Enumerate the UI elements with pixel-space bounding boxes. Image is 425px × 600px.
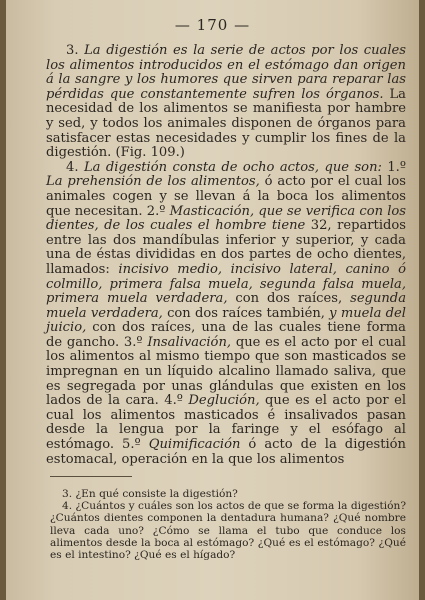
text-run: ó acto por el cual los animales cogen y se llevan á la boca los alimentos que necesitan. 2.º — [46, 174, 407, 219]
italic-run: Insalivación, — [147, 334, 232, 350]
question-4: 4. ¿Cuántos y cuáles son los actos de que se forma la digestión? ¿Cuántos dientes componen la dentadura humana? ¿Qué nombre lleva cada uno? ¿Cómo se llama el tubo que conduce los alimentos desde la boca al estómago? ¿Qué es el estómago? ¿Qué es el intestino? ¿Qué es el hígado? — [50, 500, 406, 562]
italic-run: Quimificación — [148, 437, 241, 453]
text-run: que es el acto por el cual los alimentos al mismo tiempo que son masticados se impregnan en un líquido alcalino llamado saliva, que es segregada por unas glándulas que existen en los lados de la cara. 4.º — [46, 334, 406, 409]
italic-run: La digestión consta de ocho actos, que son: — [83, 159, 382, 175]
page-number: — 170 — — [174, 16, 251, 34]
body-text — [46, 44, 406, 467]
question-3: 3. ¿En qué consiste la digestión? — [62, 488, 238, 500]
book-page — [6, 0, 419, 600]
italic-run: Masticación, que se verifica con los dientes, de los cuales el hombre tiene — [46, 203, 406, 234]
italic-run: La prehensión de los alimentos, — [46, 174, 260, 190]
paragraph-3 — [46, 44, 406, 161]
text-run: ó acto de la digestión estomacal, operación en la que los alimentos — [46, 437, 406, 467]
text-run: 1.º — [381, 159, 407, 175]
paragraph-number: 4. — [66, 159, 79, 175]
footnote-divider — [50, 476, 132, 477]
review-questions — [50, 488, 406, 561]
italic-run: Deglución, — [188, 393, 260, 409]
definition-italic: La digestión es la serie de actos por los cuales los alimentos introducidos en el estómago dan origen á la sangre y los humores que sirven para reparar las pérdidas que constantemente sufren los órganos. — [46, 43, 406, 102]
text-run: que es el acto por el cual los alimentos masticados é insalivados pasan desde la lengua por la faringe y el esófago al estómago. 5.º — [46, 393, 407, 453]
italic-run: incisivo medio, incisivo lateral, canino ó colmillo, primera falsa muela, segunda falsa muela, primera muela verdadera, — [46, 261, 406, 307]
text-run: con dos raíces, una de las cuales tiene forma de gancho. 3.º — [46, 320, 406, 350]
text-run: 32, repartidos entre las dos mandíbulas inferior y superior, y cada una de éstas divididas en dos partes de ocho dientes, llamados: — [46, 218, 406, 277]
paragraph-text: La necesidad de los alimentos se manifiesta por hambre y sed, y todos los animales disponen de órganos para satisfacer estas necesidades y cumplir los fines de la digestión. (Fig. 109.) — [46, 86, 406, 161]
paragraph-4 — [46, 161, 406, 467]
italic-run: y muela del juicio, — [46, 305, 406, 336]
text-run: con dos raíces también, — [162, 305, 330, 321]
text-run: con dos raíces, — [227, 291, 351, 307]
italic-run: segunda muela verdadera, — [46, 291, 406, 321]
paragraph-number: 3. — [66, 43, 79, 58]
